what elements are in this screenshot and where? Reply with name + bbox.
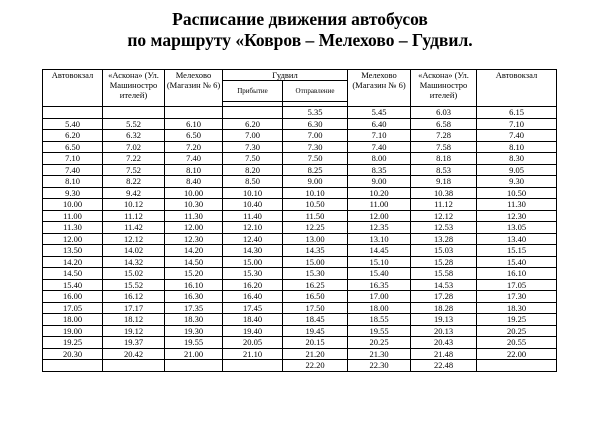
table-cell: 11.12 bbox=[103, 210, 165, 222]
table-cell: 18.30 bbox=[165, 314, 223, 326]
table-cell bbox=[223, 107, 283, 119]
table-cell: 16.20 bbox=[223, 279, 283, 291]
table-cell: 8.18 bbox=[411, 153, 477, 165]
table-cell: 19.45 bbox=[283, 325, 348, 337]
table-cell: 15.02 bbox=[103, 268, 165, 280]
table-cell: 13.00 bbox=[283, 233, 348, 245]
table-row bbox=[43, 233, 557, 245]
table-cell: 5.52 bbox=[103, 118, 165, 130]
schedule-body bbox=[43, 107, 557, 372]
table-cell: 7.20 bbox=[165, 141, 223, 153]
table-row bbox=[43, 107, 557, 119]
table-cell: 7.30 bbox=[283, 141, 348, 153]
table-cell: 17.00 bbox=[348, 291, 411, 303]
table-cell: 8.35 bbox=[348, 164, 411, 176]
table-cell: 14.50 bbox=[43, 268, 103, 280]
table-cell: 20.25 bbox=[477, 325, 557, 337]
table-cell: 18.00 bbox=[43, 314, 103, 326]
table-cell: 19.30 bbox=[165, 325, 223, 337]
table-cell: 14.45 bbox=[348, 245, 411, 257]
table-cell: 17.30 bbox=[477, 291, 557, 303]
table-cell: 10.10 bbox=[283, 187, 348, 199]
table-cell: 22.30 bbox=[348, 360, 411, 372]
table-cell: 7.28 bbox=[411, 130, 477, 142]
table-cell: 14.53 bbox=[411, 279, 477, 291]
table-cell: 15.03 bbox=[411, 245, 477, 257]
table-cell: 6.30 bbox=[283, 118, 348, 130]
table-cell: 6.50 bbox=[43, 141, 103, 153]
table-cell: 17.05 bbox=[477, 279, 557, 291]
table-cell bbox=[103, 107, 165, 119]
table-cell: 16.10 bbox=[165, 279, 223, 291]
table-cell: 22.00 bbox=[477, 348, 557, 360]
table-cell: 22.20 bbox=[283, 360, 348, 372]
table-cell bbox=[165, 360, 223, 372]
table-cell: 9.00 bbox=[283, 176, 348, 188]
table-cell: 7.50 bbox=[223, 153, 283, 165]
table-cell: 7.22 bbox=[103, 153, 165, 165]
table-row bbox=[43, 199, 557, 211]
table-cell: 11.00 bbox=[43, 210, 103, 222]
table-cell: 11.40 bbox=[223, 210, 283, 222]
table-cell: 15.40 bbox=[348, 268, 411, 280]
table-cell: 8.50 bbox=[223, 176, 283, 188]
table-cell: 6.20 bbox=[223, 118, 283, 130]
table-cell: 14.35 bbox=[283, 245, 348, 257]
table-cell: 9.05 bbox=[477, 164, 557, 176]
table-row bbox=[43, 325, 557, 337]
table-cell: 19.25 bbox=[43, 337, 103, 349]
table-cell: 17.35 bbox=[165, 302, 223, 314]
table-cell: 20.13 bbox=[411, 325, 477, 337]
table-cell: 7.10 bbox=[477, 118, 557, 130]
table-cell: 17.50 bbox=[283, 302, 348, 314]
header-bus-station: Автовокзал bbox=[43, 70, 103, 107]
table-cell: 7.40 bbox=[165, 153, 223, 165]
table-cell: 14.02 bbox=[103, 245, 165, 257]
table-cell: 10.50 bbox=[283, 199, 348, 211]
header-melekhovo: Мелехово (Магазин № 6) bbox=[165, 70, 223, 107]
table-cell: 6.58 bbox=[411, 118, 477, 130]
table-row bbox=[43, 314, 557, 326]
table-cell: 6.20 bbox=[43, 130, 103, 142]
table-cell bbox=[103, 360, 165, 372]
header-bus-station-return: Автовокзал bbox=[477, 70, 557, 107]
table-cell: 14.30 bbox=[223, 245, 283, 257]
table-cell: 16.10 bbox=[477, 268, 557, 280]
table-cell: 8.10 bbox=[43, 176, 103, 188]
table-cell: 7.10 bbox=[43, 153, 103, 165]
table-cell: 7.00 bbox=[283, 130, 348, 142]
table-cell: 11.42 bbox=[103, 222, 165, 234]
table-cell: 12.25 bbox=[283, 222, 348, 234]
table-cell: 15.10 bbox=[348, 256, 411, 268]
table-cell: 6.50 bbox=[165, 130, 223, 142]
table-cell: 10.30 bbox=[165, 199, 223, 211]
table-cell: 12.53 bbox=[411, 222, 477, 234]
table-cell: 19.55 bbox=[165, 337, 223, 349]
table-cell: 21.10 bbox=[223, 348, 283, 360]
table-cell: 8.22 bbox=[103, 176, 165, 188]
table-cell: 12.10 bbox=[223, 222, 283, 234]
table-cell: 9.18 bbox=[411, 176, 477, 188]
table-cell bbox=[477, 360, 557, 372]
table-row bbox=[43, 337, 557, 349]
table-cell: 12.35 bbox=[348, 222, 411, 234]
table-row bbox=[43, 291, 557, 303]
table-row bbox=[43, 210, 557, 222]
table-cell: 14.50 bbox=[165, 256, 223, 268]
table-cell: 20.43 bbox=[411, 337, 477, 349]
table-cell: 16.35 bbox=[348, 279, 411, 291]
table-cell: 16.00 bbox=[43, 291, 103, 303]
table-cell: 9.00 bbox=[348, 176, 411, 188]
table-cell: 7.00 bbox=[223, 130, 283, 142]
table-cell: 14.20 bbox=[165, 245, 223, 257]
table-cell: 13.10 bbox=[348, 233, 411, 245]
table-cell: 20.25 bbox=[348, 337, 411, 349]
table-cell: 6.32 bbox=[103, 130, 165, 142]
table-cell: 9.30 bbox=[43, 187, 103, 199]
table-cell: 15.20 bbox=[165, 268, 223, 280]
table-cell: 20.55 bbox=[477, 337, 557, 349]
table-cell: 13.50 bbox=[43, 245, 103, 257]
table-cell: 9.42 bbox=[103, 187, 165, 199]
table-row bbox=[43, 164, 557, 176]
table-row bbox=[43, 360, 557, 372]
table-cell: 11.30 bbox=[165, 210, 223, 222]
table-row bbox=[43, 256, 557, 268]
table-cell: 19.12 bbox=[103, 325, 165, 337]
table-cell: 20.15 bbox=[283, 337, 348, 349]
header-departure: Отправление bbox=[283, 81, 348, 102]
table-cell bbox=[43, 360, 103, 372]
table-cell: 17.05 bbox=[43, 302, 103, 314]
title-line-1: Расписание движения автобусов bbox=[172, 9, 428, 29]
table-cell: 12.30 bbox=[165, 233, 223, 245]
table-cell: 20.42 bbox=[103, 348, 165, 360]
table-cell: 21.30 bbox=[348, 348, 411, 360]
table-cell: 14.32 bbox=[103, 256, 165, 268]
table-cell: 15.40 bbox=[43, 279, 103, 291]
table-cell: 13.40 bbox=[477, 233, 557, 245]
table-cell: 10.12 bbox=[103, 199, 165, 211]
table-cell: 6.10 bbox=[165, 118, 223, 130]
table-cell: 16.50 bbox=[283, 291, 348, 303]
table-cell: 7.10 bbox=[348, 130, 411, 142]
table-cell bbox=[165, 107, 223, 119]
table-cell: 10.50 bbox=[477, 187, 557, 199]
table-row bbox=[43, 141, 557, 153]
table-cell: 20.30 bbox=[43, 348, 103, 360]
table-cell: 15.00 bbox=[283, 256, 348, 268]
table-row bbox=[43, 187, 557, 199]
table-cell: 19.37 bbox=[103, 337, 165, 349]
table-cell: 16.40 bbox=[223, 291, 283, 303]
table-cell: 8.30 bbox=[477, 153, 557, 165]
table-cell: 18.40 bbox=[223, 314, 283, 326]
table-cell: 7.50 bbox=[283, 153, 348, 165]
table-cell: 12.40 bbox=[223, 233, 283, 245]
table-row bbox=[43, 279, 557, 291]
table-cell: 8.53 bbox=[411, 164, 477, 176]
table-cell: 5.40 bbox=[43, 118, 103, 130]
table-cell: 10.20 bbox=[348, 187, 411, 199]
table-cell: 13.28 bbox=[411, 233, 477, 245]
table-cell: 6.15 bbox=[477, 107, 557, 119]
table-cell: 16.25 bbox=[283, 279, 348, 291]
table-row bbox=[43, 302, 557, 314]
table-cell: 10.00 bbox=[43, 199, 103, 211]
table-cell: 15.52 bbox=[103, 279, 165, 291]
header-melekhovo-return: Мелехово (Магазин № 6) bbox=[348, 70, 411, 107]
table-cell: 12.12 bbox=[103, 233, 165, 245]
table-cell: 11.12 bbox=[411, 199, 477, 211]
table-cell: 12.12 bbox=[411, 210, 477, 222]
table-cell: 7.40 bbox=[43, 164, 103, 176]
table-cell: 9.30 bbox=[477, 176, 557, 188]
table-cell: 12.00 bbox=[43, 233, 103, 245]
table-row bbox=[43, 130, 557, 142]
table-row bbox=[43, 176, 557, 188]
table-cell: 7.40 bbox=[477, 130, 557, 142]
table-cell: 17.28 bbox=[411, 291, 477, 303]
table-cell: 12.30 bbox=[477, 210, 557, 222]
table-cell: 17.45 bbox=[223, 302, 283, 314]
table-cell: 8.10 bbox=[477, 141, 557, 153]
table-cell: 16.30 bbox=[165, 291, 223, 303]
table-cell: 13.05 bbox=[477, 222, 557, 234]
table-cell: 8.25 bbox=[283, 164, 348, 176]
table-cell: 18.00 bbox=[348, 302, 411, 314]
table-cell: 15.30 bbox=[283, 268, 348, 280]
table-cell: 15.15 bbox=[477, 245, 557, 257]
table-cell bbox=[43, 107, 103, 119]
table-cell: 20.05 bbox=[223, 337, 283, 349]
table-cell: 8.20 bbox=[223, 164, 283, 176]
table-row bbox=[43, 153, 557, 165]
table-cell: 11.50 bbox=[283, 210, 348, 222]
table-cell: 12.00 bbox=[165, 222, 223, 234]
table-cell: 7.52 bbox=[103, 164, 165, 176]
table-cell: 21.48 bbox=[411, 348, 477, 360]
table-cell: 15.00 bbox=[223, 256, 283, 268]
table-row bbox=[43, 118, 557, 130]
table-cell: 7.40 bbox=[348, 141, 411, 153]
table-cell: 14.20 bbox=[43, 256, 103, 268]
title-line-2: по маршруту «Ковров – Мелехово – Гудвил. bbox=[127, 30, 473, 50]
table-row bbox=[43, 245, 557, 257]
schedule-table bbox=[42, 69, 557, 372]
table-cell: 19.13 bbox=[411, 314, 477, 326]
schedule-title bbox=[0, 9, 600, 51]
table-cell: 21.00 bbox=[165, 348, 223, 360]
table-cell: 5.35 bbox=[283, 107, 348, 119]
table-cell: 21.20 bbox=[283, 348, 348, 360]
table-cell: 6.40 bbox=[348, 118, 411, 130]
table-cell: 8.00 bbox=[348, 153, 411, 165]
header-gudvil: Гудвил bbox=[223, 70, 348, 81]
table-cell: 19.55 bbox=[348, 325, 411, 337]
table-cell: 10.10 bbox=[223, 187, 283, 199]
table-row bbox=[43, 222, 557, 234]
table-cell: 11.30 bbox=[43, 222, 103, 234]
table-cell: 18.12 bbox=[103, 314, 165, 326]
table-cell: 15.30 bbox=[223, 268, 283, 280]
header-arrival: Прибытие bbox=[223, 81, 283, 102]
table-cell: 22.48 bbox=[411, 360, 477, 372]
table-cell: 18.45 bbox=[283, 314, 348, 326]
table-row bbox=[43, 268, 557, 280]
header-askona: «Аскона» (Ул. Машиностро ителей) bbox=[103, 70, 165, 107]
table-cell: 10.38 bbox=[411, 187, 477, 199]
table-cell: 16.12 bbox=[103, 291, 165, 303]
table-cell: 10.40 bbox=[223, 199, 283, 211]
table-cell: 15.28 bbox=[411, 256, 477, 268]
table-cell: 10.00 bbox=[165, 187, 223, 199]
table-cell: 7.58 bbox=[411, 141, 477, 153]
table-cell: 11.30 bbox=[477, 199, 557, 211]
table-cell: 12.00 bbox=[348, 210, 411, 222]
table-cell: 8.40 bbox=[165, 176, 223, 188]
table-cell: 7.30 bbox=[223, 141, 283, 153]
table-cell: 19.25 bbox=[477, 314, 557, 326]
header-askona-return: «Аскона» (Ул. Машиностро ителей) bbox=[411, 70, 477, 107]
table-cell: 6.03 bbox=[411, 107, 477, 119]
table-cell: 19.00 bbox=[43, 325, 103, 337]
table-cell bbox=[223, 360, 283, 372]
table-cell: 5.45 bbox=[348, 107, 411, 119]
table-cell: 7.02 bbox=[103, 141, 165, 153]
table-cell: 19.40 bbox=[223, 325, 283, 337]
table-row bbox=[43, 348, 557, 360]
table-cell: 8.10 bbox=[165, 164, 223, 176]
table-cell: 18.28 bbox=[411, 302, 477, 314]
table-cell: 18.55 bbox=[348, 314, 411, 326]
table-cell: 18.30 bbox=[477, 302, 557, 314]
table-cell: 15.58 bbox=[411, 268, 477, 280]
table-cell: 17.17 bbox=[103, 302, 165, 314]
table-cell: 11.00 bbox=[348, 199, 411, 211]
table-cell: 15.40 bbox=[477, 256, 557, 268]
